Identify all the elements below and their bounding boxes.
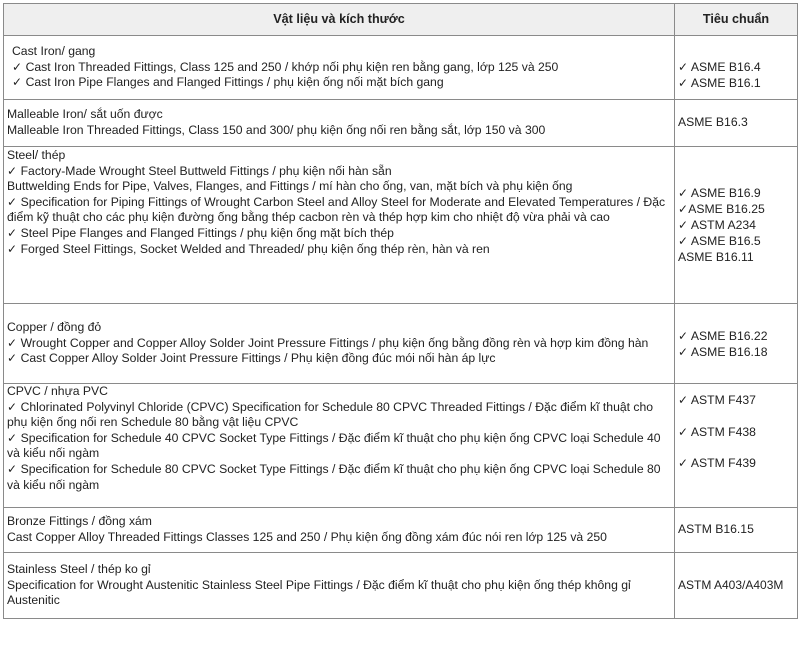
material-item: ✓ Factory-Made Wrought Steel Buttweld Fittings / phụ kiện nối hàn sẵn bbox=[7, 163, 392, 178]
material-item: Cast Copper Alloy Threaded Fittings Classes 125 and 250 / Phụ kiện ống đồng xám đúc nói ren lớp 125 và 250 bbox=[7, 530, 607, 544]
material-cell bbox=[4, 147, 675, 304]
material-item: ✓ Wrought Copper and Copper Alloy Solder Joint Pressure Fittings / phụ kiện ống bằng đồng rèn và hợp kim đồng hàn bbox=[7, 335, 649, 350]
material-item: ✓ Cast Iron Pipe Flanges and Flanged Fittings / phụ kiện ống nối mặt bích gang bbox=[12, 75, 444, 90]
material-item: ✓ Cast Copper Alloy Solder Joint Pressure Fittings / Phụ kiện đồng đúc mói nối hàn áp lực bbox=[7, 351, 496, 366]
table-row bbox=[4, 384, 798, 508]
material-item: ✓ Specification for Piping Fittings of Wrought Carbon Steel and Alloy Steel for Moderate and Elevated Temperatures / Đặc điểm kỹ thuật cho các phụ kiện đường ống bằng thép cacbon rèn và thép hợp kim cho nhiệt độ vừa phải và cao bbox=[7, 194, 666, 225]
standard-code: ✓ ASME B16.18 bbox=[678, 344, 768, 359]
header-row bbox=[4, 4, 798, 36]
material-item: ✓ Specification for Schedule 40 CPVC Socket Type Fittings / Đặc điểm kĩ thuật cho phụ kiện ống CPVC loại Schedule 40 và kiểu nối ngàm bbox=[7, 430, 661, 461]
standard-code: ASME B16.3 bbox=[678, 115, 748, 130]
standard-code: ✓ ASME B16.1 bbox=[678, 75, 761, 90]
standard-cell bbox=[675, 36, 798, 100]
material-title: Malleable Iron/ sắt uốn được bbox=[7, 107, 163, 122]
table-row bbox=[4, 36, 798, 100]
material-cell bbox=[4, 100, 675, 147]
standard-code: ✓ ASTM F438 bbox=[678, 424, 756, 439]
material-cell bbox=[4, 36, 675, 100]
standard-cell bbox=[675, 384, 798, 508]
header-standard: Tiêu chuẩn bbox=[675, 4, 798, 36]
material-item: ✓ Steel Pipe Flanges and Flanged Fittings / phụ kiện ống mặt bích thép bbox=[7, 225, 394, 240]
standard-cell bbox=[675, 100, 798, 147]
table-row bbox=[4, 147, 798, 304]
header-material: Vật liệu và kích thước bbox=[4, 4, 675, 36]
material-cell bbox=[4, 508, 675, 553]
standard-code: ✓ ASME B16.5 bbox=[678, 234, 761, 248]
standard-code: ✓ ASTM F437 bbox=[678, 393, 756, 407]
material-cell bbox=[4, 304, 675, 384]
standard-code: ASME B16.11 bbox=[678, 250, 754, 264]
material-title: Cast Iron/ gang bbox=[12, 44, 96, 59]
material-cell bbox=[4, 384, 675, 508]
material-item: Buttwelding Ends for Pipe, Valves, Flanges, and Fittings / mí hàn cho ống, van, mặt bích và phụ kiện ống bbox=[7, 179, 573, 194]
standard-code: ✓ ASTM F439 bbox=[678, 456, 756, 471]
standard-code: ✓ ASTM A234 bbox=[678, 218, 756, 232]
material-item: ✓ Cast Iron Threaded Fittings, Class 125 and 250 / khớp nối phụ kiện ren bằng gang, lớp 125 và 250 bbox=[12, 59, 559, 74]
standard-code: ✓ ASME B16.4 bbox=[678, 59, 761, 74]
material-title: Stainless Steel / thép ko gỉ bbox=[7, 562, 151, 577]
standard-cell bbox=[675, 553, 798, 619]
standard-code: ✓ ASME B16.22 bbox=[678, 328, 768, 343]
material-item: Malleable Iron Threaded Fittings, Class 150 and 300/ phụ kiện ống nối ren bằng sắt, lớp 150 và 300 bbox=[7, 123, 546, 137]
standards-table bbox=[3, 3, 798, 619]
material-title: Bronze Fittings / đồng xám bbox=[7, 514, 152, 529]
table-row bbox=[4, 100, 798, 147]
table-row bbox=[4, 553, 798, 619]
standard-cell bbox=[675, 147, 798, 304]
material-cell bbox=[4, 553, 675, 619]
material-title: Steel/ thép bbox=[7, 148, 66, 162]
material-title: CPVC / nhựa PVC bbox=[7, 384, 108, 398]
standard-code: ASTM B16.15 bbox=[678, 522, 754, 537]
material-title: Copper / đồng đỏ bbox=[7, 320, 102, 335]
standard-code: ASTM A403/A403M bbox=[678, 577, 784, 592]
material-item: Specification for Wrought Austenitic Stainless Steel Pipe Fittings / Đặc điểm kĩ thuật cho phụ kiện ống thép không gỉ Austenitic bbox=[7, 577, 631, 608]
table-row bbox=[4, 304, 798, 384]
standard-code: ✓ASME B16.25 bbox=[678, 202, 765, 216]
standard-cell bbox=[675, 304, 798, 384]
material-item: ✓ Forged Steel Fittings, Socket Welded and Threaded/ phụ kiện ống thép rèn, hàn và ren bbox=[7, 241, 490, 256]
standard-cell bbox=[675, 508, 798, 553]
standard-code: ✓ ASME B16.9 bbox=[678, 186, 761, 200]
table-row bbox=[4, 508, 798, 553]
material-item: ✓ Specification for Schedule 80 CPVC Socket Type Fittings / Đặc điểm kĩ thuật cho phụ kiện ống CPVC loại Schedule 80 và kiểu nối ngàm bbox=[7, 461, 661, 492]
material-item: ✓ Chlorinated Polyvinyl Chloride (CPVC) Specification for Schedule 80 CPVC Threaded Fittings / Đặc điểm kĩ thuật cho phụ kiện ống nối ren Schedule 80 bằng vật liệu CPVC bbox=[7, 399, 654, 430]
